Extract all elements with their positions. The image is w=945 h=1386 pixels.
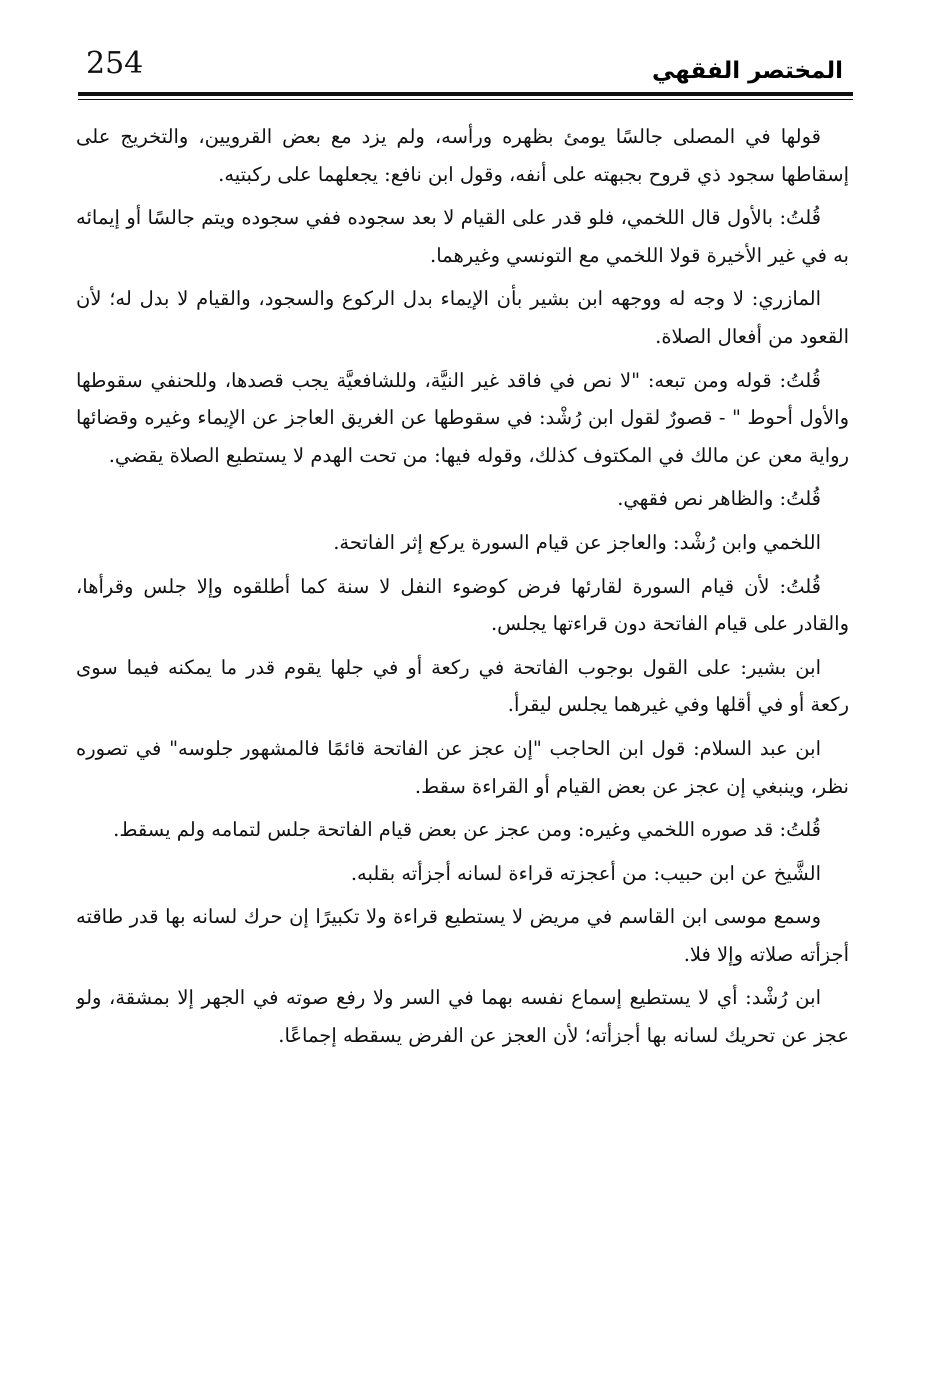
paragraph: قُلتُ: قد صوره اللخمي وغيره: ومن عجز عن بعض قيام الفاتحة جلس لتمامه ولم يسقط.	[113, 818, 821, 842]
page-number: 254	[86, 46, 144, 81]
paragraph: ابن بشير: على القول بوجوب الفاتحة في ركعة أو في جلها يقوم قدر ما يمكنه فيما سوى ركعة أو في أقلها وفي غيرهما يجلس ليقرأ.	[76, 655, 849, 717]
paragraph: قُلتُ: قوله ومن تبعه: "لا نص في فاقد غير النيَّة، وللشافعيَّة يجب قصدها، وللحنفي سقوطها والأول أحوط " - قصورٌ لقول ابن رُشْد: في سقوطها عن الغريق العاجز عن الإيماء وغيره وقضائها رواية معن عن مالك في المكتوف كذلك، وقوله فيها: من تحت الهدم لا يستطيع الصلاة يقضي.	[76, 368, 849, 467]
paragraph: الشَّيخ عن ابن حبيب: من أعجزته قراءة لسانه أجزأته بقلبه.	[350, 861, 821, 885]
paragraph: وسمع موسى ابن القاسم في مريض لا يستطيع قراءة ولا تكبيرًا إن حرك لسانه بها قدر طاقته أجزأته صلاته وإلا فلا.	[76, 905, 849, 966]
paragraph: قُلتُ: لأن قيام السورة لقارئها فرض كوضوء النفل لا سنة كما أطلقوه وإلا جلس وقرأها، والقادر على قيام الفاتحة دون قراءتها يجلس.	[76, 574, 849, 636]
paragraph: اللخمي وابن رُشْد: والعاجز عن قيام السورة يركع إثر الفاتحة.	[333, 530, 821, 554]
header-rule-thin	[78, 99, 853, 100]
header-rule-thick	[78, 92, 853, 96]
paragraph: قُلتُ: بالأول قال اللخمي، فلو قدر على القيام لا بعد سجوده ففي سجوده ويتم جالسًا أو إيمائه به في غير الأخيرة قولا اللخمي مع التونسي وغيرهما.	[76, 206, 849, 267]
page-header	[78, 46, 853, 98]
page-body	[76, 118, 849, 1363]
paragraph: قولها في المصلى جالسًا يومئ بظهره ورأسه، ولم يزد مع بعض القرويين، والتخريج على إسقاطها سجود ذي قروح بجبهته على أنفه، وقول ابن نافع: يجعلهما على ركبتيه.	[76, 125, 849, 186]
paragraph: المازري: لا وجه له ووجهه ابن بشير بأن الإيماء بدل الركوع والسجود، والقيام لا بدل له؛ لأن القعود من أفعال الصلاة.	[76, 287, 849, 348]
book-title: المختصر الفقهي	[652, 58, 843, 84]
paragraph: ابن عبد السلام: قول ابن الحاجب "إن عجز عن الفاتحة قائمًا فالمشهور جلوسه" في تصوره نظر، وينبغي إن عجز عن بعض القيام أو القراءة سقط.	[76, 736, 849, 798]
paragraph: ابن رُشْد: أي لا يستطيع إسماع نفسه بهما في السر ولا رفع صوته في الجهر إلا بمشقة، ولو عجز عن تحريك لسانه بها أجزأته؛ لأن العجز عن الفرض يسقطه إجماعًا.	[76, 986, 849, 1048]
paragraph: قُلتُ: والظاهر نص فقهي.	[617, 487, 821, 511]
